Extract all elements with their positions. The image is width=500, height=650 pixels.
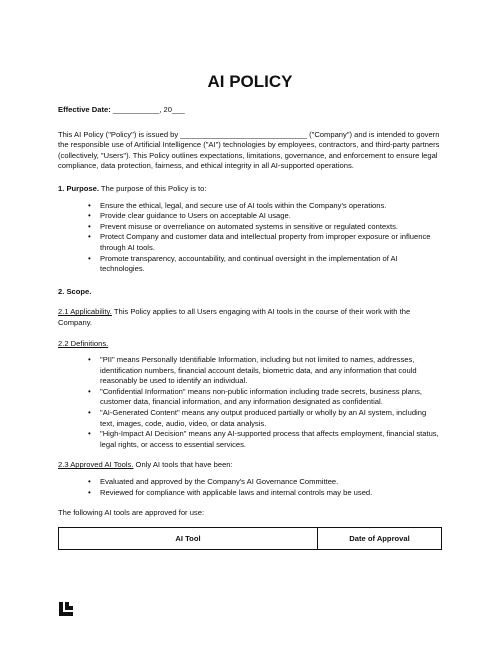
definitions-list bbox=[58, 355, 442, 450]
purpose-section bbox=[58, 184, 442, 195]
list-item: • Ensure the ethical, legal, and secure use of AI tools within the Company's operations. bbox=[88, 201, 442, 212]
approved-tools-paragraph bbox=[58, 460, 442, 471]
effective-date-value: ___________, 20___ bbox=[110, 105, 185, 114]
approved-tools-table bbox=[58, 527, 442, 550]
list-item: • "Confidential Information" means non-public information including trade secrets, business plans, customer data, financial information, and any information designated as confidential. bbox=[88, 387, 442, 408]
table-intro: The following AI tools are approved for use: bbox=[58, 508, 205, 518]
document-title: AI POLICY bbox=[207, 72, 293, 91]
scope-heading bbox=[58, 287, 442, 298]
legal-templates-logo-icon bbox=[58, 601, 74, 617]
applicability-paragraph bbox=[58, 307, 442, 328]
list-item: • "High-Impact AI Decision" means any AI-supported process that affects employment, financial status, legal rights, or access to essential services. bbox=[88, 429, 442, 450]
approved-tools-text: Only AI tools that have been: bbox=[133, 460, 233, 470]
purpose-list bbox=[58, 201, 442, 275]
applicability-text: This Policy applies to all Users engaging with AI tools in the course of their work with the Company. bbox=[58, 307, 411, 327]
effective-date-label: Effective Date: bbox=[58, 105, 111, 114]
applicability-label: 2.1 Applicability. bbox=[58, 307, 112, 317]
list-item: • Protect Company and customer data and intellectual property from improper exposure or influence through AI tools. bbox=[88, 232, 442, 253]
intro-paragraph: This AI Policy ("Policy") is issued by ______________________________ ("Company") and is intended to govern the responsible use of Artificial Intelligence ("AI") technologies by employees, contractors, and third-party partners (collectively, "Users"). This Policy outlines expectations, limitations, governance, and enforcement to ensure legal compliance, data protection, fairness, and ethical integrity in all AI-supported operations. bbox=[58, 129, 440, 171]
effective-date-line bbox=[58, 105, 442, 116]
list-item: • "AI-Generated Content" means any output produced partially or wholly by an AI system, including text, images, code, audio, video, or data analysis. bbox=[88, 408, 442, 429]
scope-heading-text: 2. Scope. bbox=[58, 286, 92, 296]
table-header-date-of-approval: Date of Approval bbox=[349, 533, 410, 543]
list-item: • Provide clear guidance to Users on acceptable AI usage. bbox=[88, 211, 442, 222]
approved-tools-label: 2.3 Approved AI Tools. bbox=[58, 460, 134, 470]
purpose-text: The purpose of this Policy is to: bbox=[98, 183, 207, 193]
list-item: • Reviewed for compliance with applicable laws and internal controls may be used. bbox=[88, 488, 442, 499]
approved-tools-list bbox=[58, 477, 442, 498]
table-header-ai-tool: AI Tool bbox=[59, 528, 318, 549]
definitions-label: 2.2 Definitions. bbox=[58, 338, 109, 348]
list-item: • Prevent misuse or overreliance on automated systems in sensitive or regulated contexts. bbox=[88, 222, 442, 233]
purpose-heading: 1. Purpose. bbox=[58, 183, 99, 193]
list-item: • Evaluated and approved by the Company's AI Governance Committee. bbox=[88, 477, 442, 488]
list-item: • "PII" means Personally Identifiable Information, including but not limited to names, addresses, identification numbers, financial account details, biometric data, and any information that could reasonably be used to identify an individual. bbox=[88, 355, 442, 387]
definitions-heading bbox=[58, 339, 442, 350]
list-item: • Promote transparency, accountability, and continual oversight in the implementation of AI technologies. bbox=[88, 254, 442, 275]
